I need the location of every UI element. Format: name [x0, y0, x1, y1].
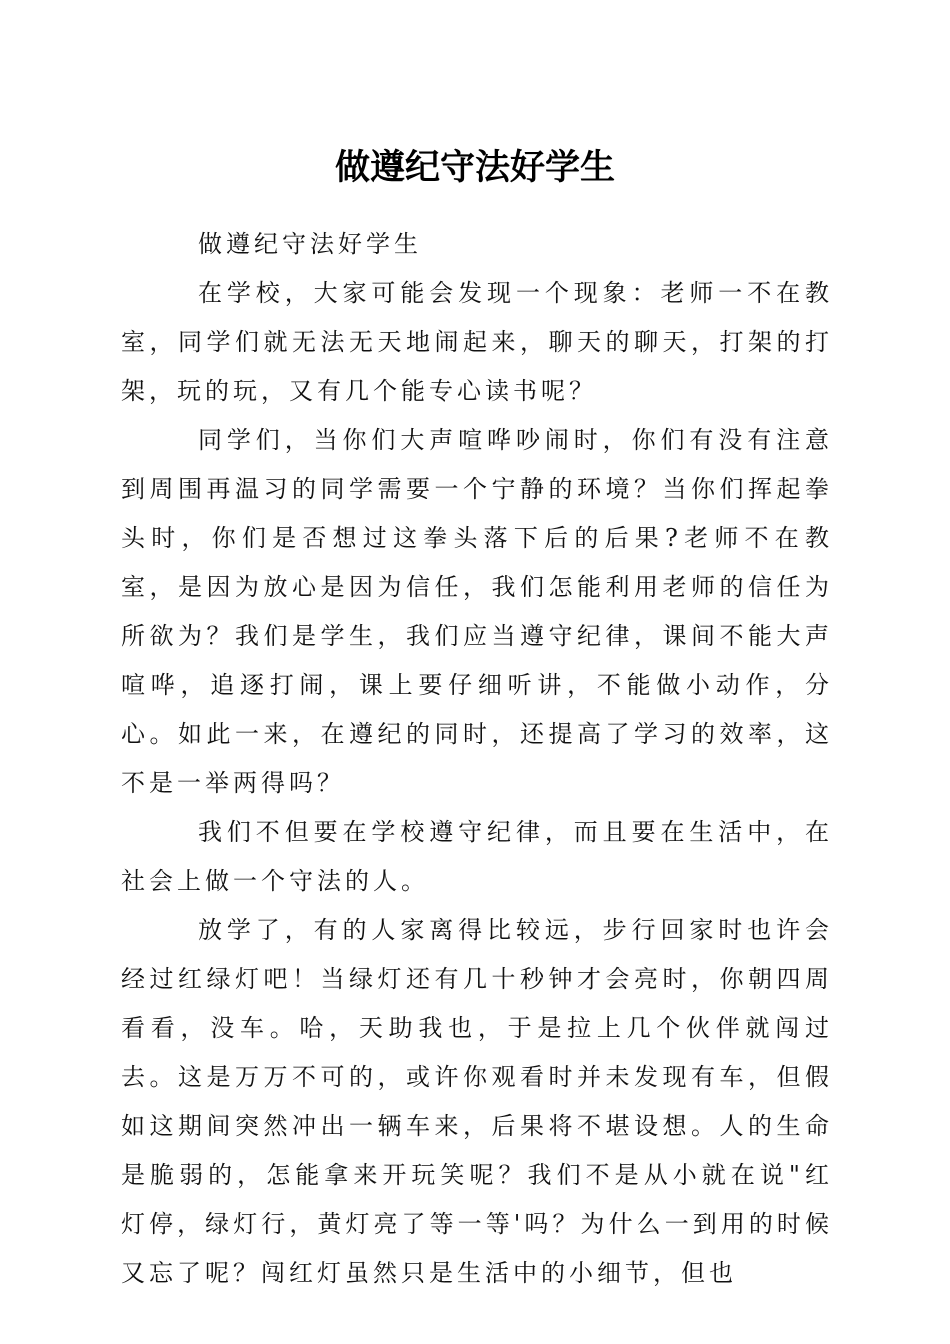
paragraph-subtitle: 做遵纪守法好学生: [198, 230, 422, 258]
document-title: 做遵纪守法好学生: [334, 148, 615, 188]
paragraph-4: 放学了，有的人家离得比较远，步行回家时也许会经过红绿灯吧！当绿灯还有几十秒钟才会亮时，你朝四周看看，没车。哈，天助我也，于是拉上几个伙伴就闯过去。这是万万不可的，或许你观看时并未发现有车，但假如这期间突然冲出一辆车来，后果将不堪设想。人的生命是脆弱的，怎能拿来开玩笑呢？我们不是从小就在说"红灯停，绿灯行，黄灯亮了等一等'吗？为什么一到用的时候又忘了呢？闯红灯虽然只是生活中的小细节，但也: [121, 916, 833, 1287]
paragraph-1: 在学校，大家可能会发现一个现象：老师一不在教室，同学们就无法无天地闹起来，聊天的聊天，打架的打架，玩的玩，又有几个能专心读书呢？: [121, 279, 833, 405]
paragraph-2: 同学们，当你们大声喧哗吵闹时，你们有没有注意到周围再温习的同学需要一个宁静的环境？当你们挥起拳头时，你们是否想过这拳头落下后的后果?老师不在教室，是因为放心是因为信任，我们怎能利用老师的信任为所欲为？我们是学生，我们应当遵守纪律，课间不能大声喧哗，追逐打闹，课上要仔细听讲，不能做小动作，分心。如此一来，在遵纪的同时，还提高了学习的效率，这不是一举两得吗？: [121, 426, 833, 797]
paragraph-3: 我们不但要在学校遵守纪律，而且要在生活中，在社会上做一个守法的人。: [121, 818, 833, 895]
document-body: [121, 220, 833, 1298]
